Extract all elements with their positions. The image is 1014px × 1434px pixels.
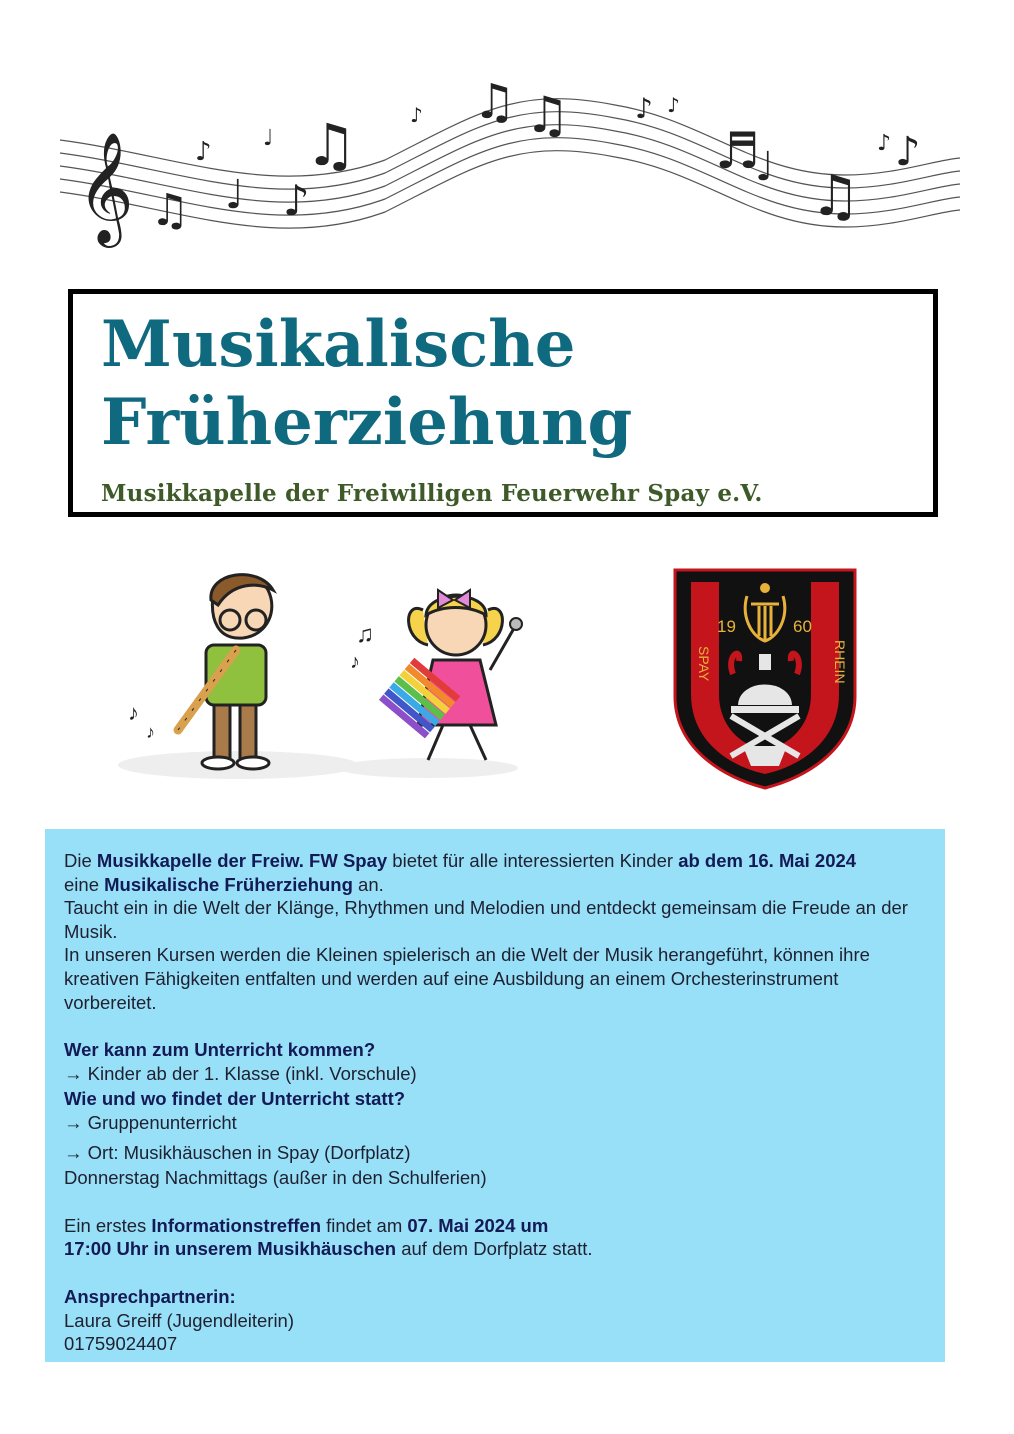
contact-phone: 01759024407 bbox=[64, 1333, 178, 1355]
question-who: Wer kann zum Unterricht kommen? bbox=[64, 1039, 376, 1061]
svg-text:♫: ♫ bbox=[473, 74, 517, 130]
title-box bbox=[68, 289, 938, 517]
emblem-year-left: 19 bbox=[717, 617, 736, 636]
text: findet am bbox=[321, 1214, 408, 1236]
meeting-name: Informationstreffen bbox=[151, 1214, 321, 1236]
svg-text:♩: ♩ bbox=[263, 126, 274, 151]
children-making-music-illustration bbox=[118, 560, 558, 790]
boy-with-recorder-icon bbox=[178, 575, 273, 769]
svg-text:♫: ♫ bbox=[305, 111, 357, 179]
treble-clef-icon: 𝄞 bbox=[77, 131, 134, 243]
music-staff-illustration bbox=[55, 60, 965, 250]
title-line-2: Früherziehung bbox=[101, 385, 633, 460]
intro-paragraph-3: In unseren Kursen werden die Kleinen spielerisch an die Welt der Musik herangeführt, können ihre kreativen Fähigkeiten entfalten und werden auf eine Ausbildung an einem Orchesterinstrument vorbereitet. bbox=[64, 944, 870, 1013]
start-date: ab dem 16. Mai 2024 bbox=[678, 850, 857, 871]
organization-subtitle: Musikkapelle der Freiwilligen Feuerwehr Spay e.V. bbox=[101, 480, 763, 507]
svg-text:♪: ♪ bbox=[635, 92, 653, 125]
answer-who: → Kinder ab der 1. Klasse (inkl. Vorschule) bbox=[64, 1062, 417, 1084]
question-how-where: Wie und wo findet der Unterricht statt? bbox=[64, 1088, 406, 1110]
svg-text:♩: ♩ bbox=[225, 172, 244, 218]
course-name: Musikalische Früherziehung bbox=[104, 873, 353, 895]
answer-time: Donnerstag Nachmittags (außer in den Schulferien) bbox=[64, 1167, 487, 1189]
svg-text:♫: ♫ bbox=[810, 164, 861, 229]
svg-text:♩: ♩ bbox=[755, 144, 774, 190]
svg-text:♫: ♫ bbox=[356, 621, 374, 648]
info-panel bbox=[45, 829, 945, 1362]
svg-text:♪: ♪ bbox=[195, 137, 212, 167]
svg-text:♪: ♪ bbox=[283, 176, 310, 225]
band-name: Musikkapelle der Freiw. FW Spay bbox=[96, 850, 388, 871]
emblem-left-text: SPAY bbox=[696, 646, 712, 682]
svg-text:♪: ♪ bbox=[146, 722, 155, 742]
answer-group-lessons: → Gruppenunterricht bbox=[64, 1111, 237, 1133]
emblem-year-right: 60 bbox=[793, 617, 812, 636]
meeting-paragraph bbox=[64, 1214, 945, 1261]
svg-text:♪: ♪ bbox=[128, 700, 139, 725]
contact-name: Laura Greiff (Jugendleiterin) bbox=[64, 1309, 295, 1331]
answer-location: → Ort: Musikhäuschen in Spay (Dorfplatz) bbox=[64, 1141, 411, 1163]
title-line-1: Musikalische bbox=[101, 307, 576, 382]
text: bietet für alle interessierten Kinder bbox=[387, 850, 679, 871]
emblem-right-text: RHEIN bbox=[832, 640, 848, 684]
svg-text:♬: ♬ bbox=[715, 122, 760, 180]
svg-text:♪: ♪ bbox=[895, 129, 921, 175]
svg-text:♪: ♪ bbox=[410, 103, 423, 127]
svg-text:♪: ♪ bbox=[877, 131, 892, 156]
girl-with-xylophone-icon bbox=[379, 590, 522, 760]
text: Ein erstes bbox=[64, 1214, 152, 1236]
text: Die bbox=[64, 850, 97, 871]
text: an. bbox=[352, 873, 384, 895]
svg-text:♪: ♪ bbox=[350, 651, 360, 673]
intro-paragraph-1 bbox=[64, 849, 945, 896]
feuerwehr-music-emblem bbox=[671, 566, 859, 790]
intro-paragraph-2: Taucht ein in die Welt der Klänge, Rhythmen und Melodien und entdeckt gemeinsam die Freude an der Musik. bbox=[64, 897, 908, 942]
page-title bbox=[101, 306, 632, 462]
svg-text:♪: ♪ bbox=[667, 93, 680, 117]
meeting-date: 07. Mai 2024 um bbox=[407, 1214, 549, 1236]
svg-text:♫: ♫ bbox=[525, 86, 570, 144]
text: auf dem Dorfplatz statt. bbox=[396, 1238, 593, 1260]
contact-label: Ansprechpartnerin: bbox=[64, 1285, 236, 1307]
svg-text:♫: ♫ bbox=[150, 185, 190, 236]
meeting-time-place: 17:00 Uhr in unserem Musikhäuschen bbox=[64, 1238, 397, 1260]
text: eine bbox=[64, 873, 105, 895]
